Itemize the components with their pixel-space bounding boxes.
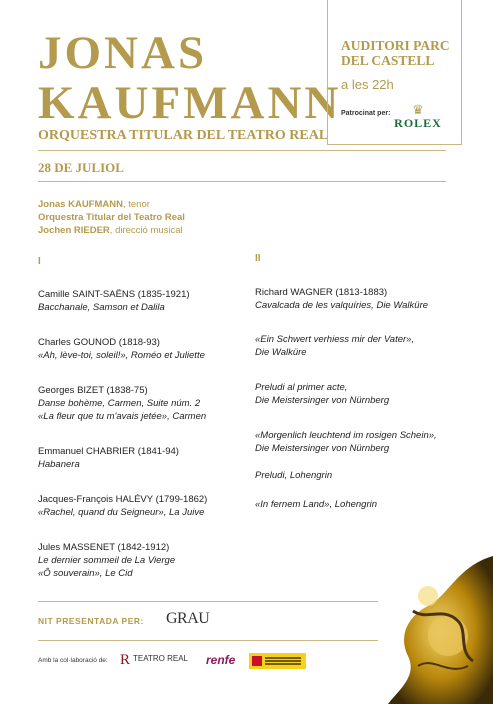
title-line-1: JONAS [38, 27, 208, 79]
program-item [255, 381, 389, 407]
work-title: Die Walküre [255, 347, 307, 358]
work-title: Cavalcada de les valquíries, Die Walküre [255, 300, 429, 311]
teatro-real-logo [120, 652, 188, 669]
work-title: «Ô souverain», Le Cid [38, 568, 133, 579]
composer: Richard WAGNER (1813-1883) [255, 287, 388, 298]
venue-box [327, 0, 462, 145]
work-title: «La fleur que tu m'avais jetée», Carmen [38, 411, 207, 422]
program-item [255, 333, 414, 359]
venue-name [341, 38, 450, 68]
divider [38, 640, 378, 641]
divider [38, 181, 446, 182]
performer: Jochen RIEDER, direcció musical [38, 225, 183, 236]
work-title: Habanera [38, 459, 80, 470]
work-title: «Ah, lève-toi, soleil!», Roméo et Juliette [38, 350, 205, 361]
concert-time: a les 22h [341, 77, 394, 92]
ornament-image [388, 536, 493, 704]
teatro-real-mark: R [120, 652, 131, 668]
work-title: Danse bohème, Carmen, Suite núm. 2 [38, 398, 201, 409]
composer: Jacques-François HALÉVY (1799-1862) [38, 494, 208, 505]
program-item [38, 336, 205, 362]
performer: Orquestra Titular del Teatro Real [38, 212, 185, 223]
work-title: Preludi al primer acte, [255, 382, 348, 393]
grau-logo: GRAU [166, 610, 210, 627]
title-line-2: KAUFMANN [38, 77, 342, 129]
venue-line-2: DEL CASTELL [341, 53, 435, 68]
rolex-wordmark: ROLEX [394, 116, 442, 130]
teatro-real-wordmark: TEATRO REAL [133, 654, 188, 663]
rolex-logo [388, 104, 448, 131]
concert-date: 28 DE JULIOL [38, 160, 124, 175]
venue-line-1: AUDITORI PARC [341, 38, 450, 53]
crown-icon: ♛ [412, 102, 424, 117]
program-item [38, 445, 179, 471]
ministry-text-lines [265, 657, 301, 659]
composer: Jules MASSENET (1842-1912) [38, 542, 170, 553]
work-title: Le dernier sommeil de La Vierge [38, 555, 176, 566]
work-title: Bacchanale, Samson et Dalila [38, 302, 165, 313]
performer: Jonas KAUFMANN, tenor [38, 199, 150, 210]
collaboration-label: Amb la col·laboració de: [38, 657, 108, 664]
program-item [38, 493, 207, 519]
work-title: «Rachel, quand du Seigneur», La Juive [38, 507, 205, 518]
composer: Camille SAINT-SAËNS (1835-1921) [38, 289, 190, 300]
coat-of-arms-icon [252, 656, 262, 666]
program-item [38, 288, 190, 314]
divider [38, 150, 446, 151]
part-1-label: I [38, 256, 41, 267]
program-item [38, 541, 175, 580]
work-title: «In fernem Land», Lohengrin [255, 499, 378, 510]
program-item [255, 286, 428, 312]
work-title: «Ein Schwert verhiess mir der Vater», [255, 334, 415, 345]
composer: Georges BIZET (1838-75) [38, 385, 148, 396]
work-title: «Morgenlich leuchtend im rosigen Schein», [255, 430, 437, 441]
sponsor-label: Patrocinat per: [341, 110, 391, 117]
performers-list [38, 198, 185, 237]
renfe-logo: renfe [206, 653, 236, 667]
government-logo [249, 653, 306, 669]
composer: Emmanuel CHABRIER (1841-94) [38, 446, 179, 457]
divider [38, 601, 378, 602]
presented-by-label: NIT PRESENTADA PER: [38, 616, 144, 626]
composer: Charles GOUNOD (1818-93) [38, 337, 160, 348]
program-item [255, 498, 377, 511]
part-2-label: II [255, 253, 261, 264]
subtitle: ORQUESTRA TITULAR DEL TEATRO REAL [38, 128, 329, 143]
program-item [255, 429, 437, 455]
work-title: Die Meistersinger von Nürnberg [255, 395, 390, 406]
program-item [38, 384, 206, 423]
work-title: Preludi, Lohengrin [255, 470, 333, 481]
work-title: Die Meistersinger von Nürnberg [255, 443, 390, 454]
program-item [255, 469, 332, 482]
